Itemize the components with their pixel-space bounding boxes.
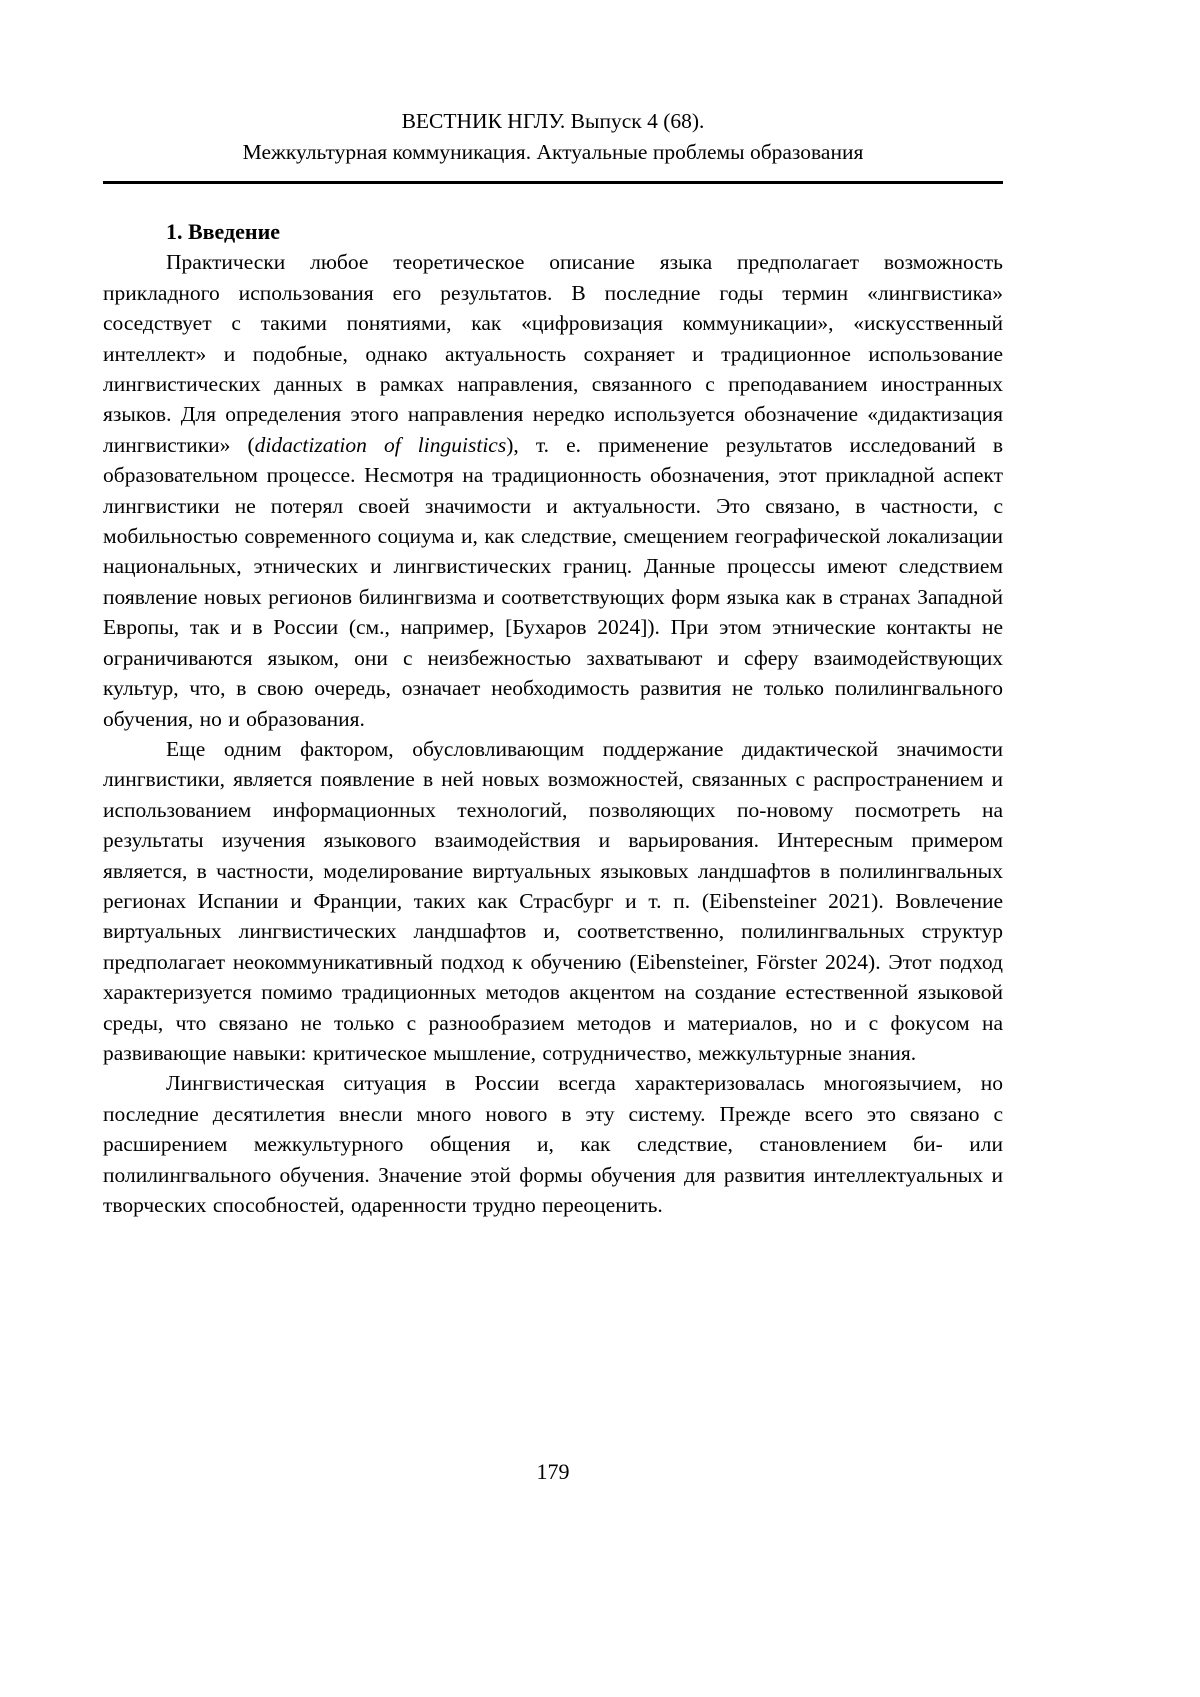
- article-body: [103, 217, 1003, 1220]
- paragraph-introduction-3: Лингвистическая ситуация в России всегда характеризовалась многоязычием, но последние десятилетия внесли много нового в эту систему. Прежде всего это связано с расширением межкультурного общения и, как следствие, становлением би- или полилингвального обучения. Значение этой формы обучения для развития интеллектуальных и творческих способностей, одаренности трудно переоценить.: [103, 1071, 1003, 1217]
- header-rule: [103, 181, 1003, 184]
- paragraph-introduction-1: [103, 247, 1003, 734]
- page-footer: [103, 1459, 1003, 1485]
- italic-latin-term: didactization of linguistics: [254, 432, 507, 457]
- page-number: 179: [536, 1459, 570, 1484]
- paragraph-1-text-before: Практически любое теоретическое описание языка предполагает возможность прикладного использования его результатов. В последние годы термин «лингвистика» соседствует с такими понятиями, как «цифровизация коммуникации», «искусственный интеллект» и подобные, однако актуальность сохраняет и традиционное использование лингвистических данных в рамках направления, связанного с преподаванием иностранных языков. Для определения этого направления нередко используется обозначение «дидактизация лингвистики» (: [103, 250, 1003, 457]
- section-title: 1. Введение: [166, 219, 281, 244]
- journal-subtitle: Межкультурная коммуникация. Актуальные проблемы образования: [242, 140, 864, 164]
- journal-header: [103, 106, 1003, 168]
- paragraph-1-text-after: ), т. е. применение результатов исследований в образовательном процессе. Несмотря на традиционность обозначения, этот прикладной аспект лингвистики не потерял своей значимости и актуальности. Это связано, в частности, с мобильностью современного социума и, как следствие, смещением географической локализации национальных, этнических и лингвистических границ. Данные процессы имеют следствием появление новых регионов билингвизма и соответствующих форм языка как в странах Западной Европы, так и в России (см., например, [Бухаров 2024]). При этом этнические контакты не ограничиваются языком, они с неизбежностью захватывают и сферу взаимодействующих культур, что, в свою очередь, означает необходимость развития не только полилингвального обучения, но и образования.: [103, 432, 1003, 731]
- journal-title: ВЕСТНИК НГЛУ. Выпуск 4 (68).: [401, 109, 705, 133]
- paragraph-introduction-2: Еще одним фактором, обусловливающим поддержание дидактической значимости лингвистики, является появление в ней новых возможностей, связанных с распространением и использованием информационных технологий, позволяющих по-новому посмотреть на результаты изучения языкового взаимодействия и варьирования. Интересным примером является, в частности, моделирование виртуальных языковых ландшафтов в полилингвальных регионах Испании и Франции, таких как Страсбург и т. п. (Eibensteiner 2021). Вовлечение виртуальных лингвистических ландшафтов и, соответственно, полилингвальных структур предполагает неокоммуникативный подход к обучению (Eibensteiner, Förster 2024). Этот подход характеризуется помимо традиционных методов акцентом на создание естественной языковой среды, что связано не только с разнообразием методов и материалов, но и с фокусом на развивающие навыки: критическое мышление, сотрудничество, межкультурные знания.: [103, 736, 1003, 1065]
